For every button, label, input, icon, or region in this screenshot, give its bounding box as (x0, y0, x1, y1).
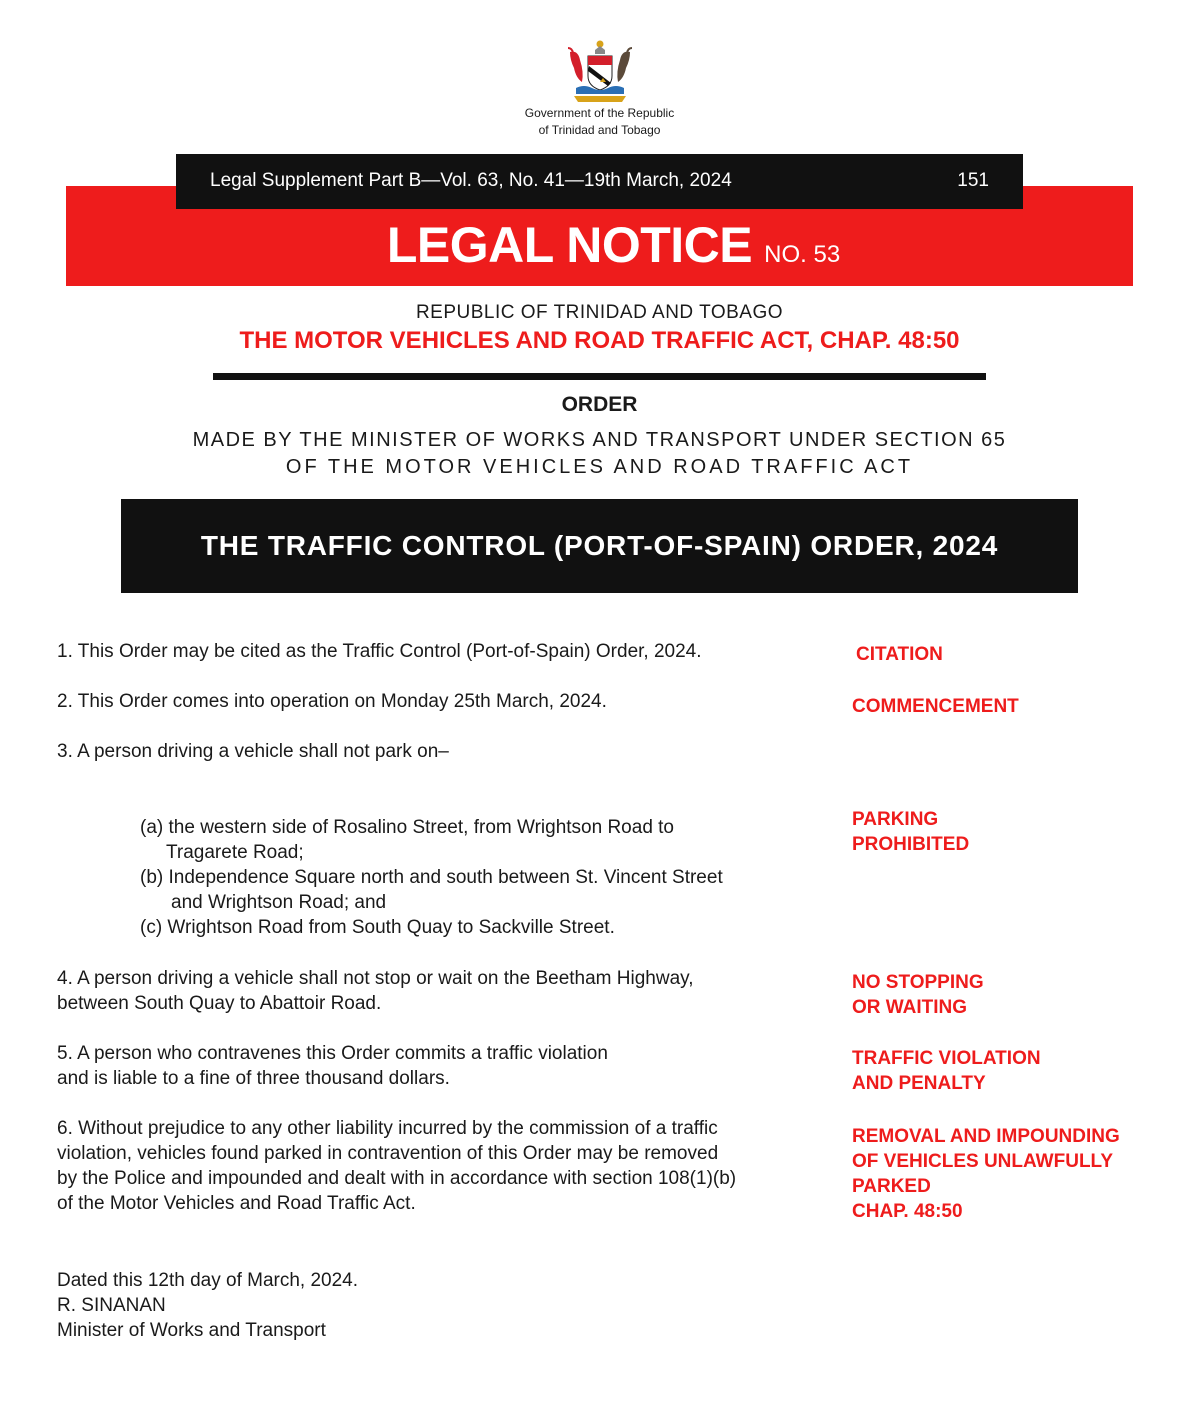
margin-note-citation: CITATION (856, 644, 943, 665)
clause-4-line-2: between South Quay to Abattoir Road. (57, 993, 382, 1014)
clause-3a-line-2: Tragarete Road; (166, 842, 304, 863)
order-heading: ORDER (561, 393, 638, 416)
margin-note-removal-line-2: OF VEHICLES UNLAWFULLY (852, 1151, 1114, 1172)
margin-note-violation-line-2: AND PENALTY (852, 1073, 986, 1094)
order-title-box: THE TRAFFIC CONTROL (PORT-OF-SPAIN) ORDER, 2024 (121, 499, 1078, 593)
margin-note-removal-line-3: PARKED (852, 1176, 931, 1197)
clause-5-line-2: and is liable to a fine of three thousand dollars. (57, 1068, 450, 1089)
clause-3a-line-1: (a) the western side of Rosalino Street, from Wrightson Road to (140, 817, 675, 838)
clause-5-line-1: 5. A person who contravenes this Order commits a traffic violation (57, 1043, 608, 1064)
page-number: 151 (957, 170, 989, 191)
clause-6-line-4: of the Motor Vehicles and Road Traffic Act. (57, 1193, 416, 1214)
margin-note-removal-line-1: REMOVAL AND IMPOUNDING (852, 1126, 1120, 1147)
clause-4-line-1: 4. A person driving a vehicle shall not stop or wait on the Beetham Highway, (57, 968, 694, 989)
clause-3c: (c) Wrightson Road from South Quay to Sackville Street. (140, 917, 615, 938)
clause-6-line-1: 6. Without prejudice to any other liability incurred by the commission of a traffic (57, 1118, 718, 1139)
act-title: THE MOTOR VEHICLES AND ROAD TRAFFIC ACT, CHAP. 48:50 (239, 327, 960, 354)
made-by-line-2: OF THE MOTOR VEHICLES AND ROAD TRAFFIC ACT (285, 456, 914, 478)
legal-notice-heading (0, 216, 1199, 274)
signatory-title: Minister of Works and Transport (57, 1320, 326, 1341)
clause-6-line-3: by the Police and impounded and dealt with in accordance with section 108(1)(b) (57, 1168, 737, 1189)
legal-notice-title: LEGAL NOTICE (386, 217, 753, 273)
clause-3b-line-1: (b) Independence Square north and south between St. Vincent Street (140, 867, 723, 888)
dated-line: Dated this 12th day of March, 2024. (57, 1270, 359, 1291)
signatory-name: R. SINANAN (57, 1295, 166, 1316)
divider-rule (213, 373, 986, 380)
margin-note-parking-line-1: PARKING (852, 809, 939, 830)
government-line-1: Government of the Republic (524, 106, 675, 120)
clause-1: 1. This Order may be cited as the Traffic Control (Port-of-Spain) Order, 2024. (57, 641, 702, 662)
margin-note-commencement: COMMENCEMENT (852, 696, 1019, 717)
margin-note-stopping-line-2: OR WAITING (852, 997, 968, 1018)
margin-note-removal-line-4: CHAP. 48:50 (852, 1201, 963, 1222)
made-by-line-1: MADE BY THE MINISTER OF WORKS AND TRANSPORT UNDER SECTION 65 (192, 429, 1007, 451)
supplement-strip (176, 154, 1023, 209)
government-line-2: of Trinidad and Tobago (538, 123, 661, 137)
republic-line: REPUBLIC OF TRINIDAD AND TOBAGO (415, 302, 784, 323)
clause-6-line-2: violation, vehicles found parked in contravention of this Order may be removed (57, 1143, 719, 1164)
clause-3: 3. A person driving a vehicle shall not park on– (57, 741, 449, 762)
legal-notice-number: NO. 53 (764, 241, 841, 268)
clause-2: 2. This Order comes into operation on Monday 25th March, 2024. (57, 691, 607, 712)
margin-note-violation-line-1: TRAFFIC VIOLATION (852, 1048, 1041, 1069)
supplement-reference: Legal Supplement Part B—Vol. 63, No. 41—19th March, 2024 (210, 170, 732, 191)
coat-of-arms-icon (564, 38, 636, 104)
clause-3b-line-2: and Wrightson Road; and (171, 892, 387, 913)
margin-note-stopping-line-1: NO STOPPING (852, 972, 984, 993)
margin-note-parking-line-2: PROHIBITED (852, 834, 970, 855)
